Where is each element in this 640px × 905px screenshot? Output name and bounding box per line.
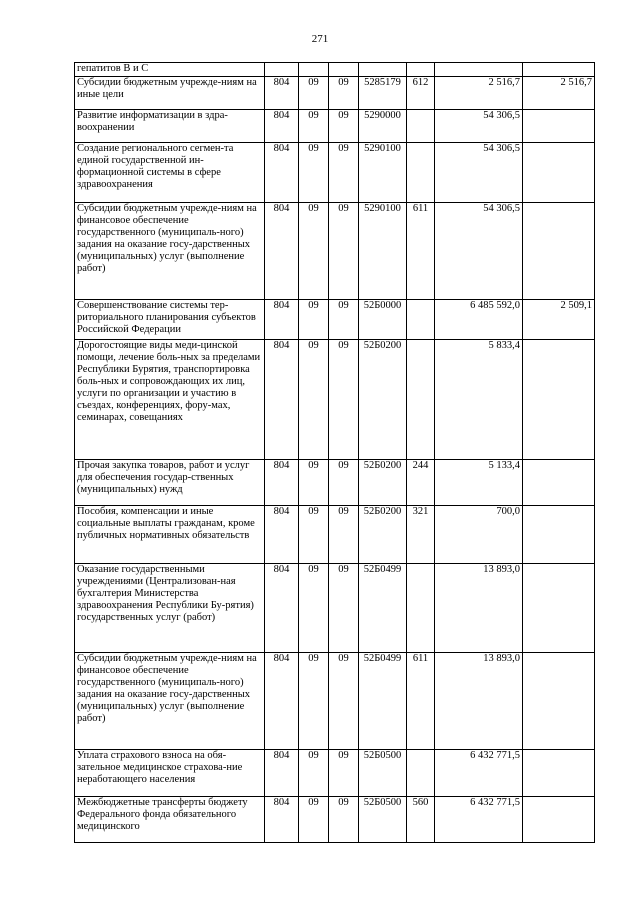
expense-type-cell: 611 (407, 203, 435, 300)
target-article-cell: 5290100 (359, 143, 407, 203)
amount-subventions-cell (523, 110, 595, 143)
grbs-code-cell: 804 (265, 77, 299, 110)
grbs-code-cell: 804 (265, 750, 299, 797)
subsection-code-cell: 09 (329, 143, 359, 203)
table-row (75, 300, 595, 340)
section-code-cell: 09 (299, 460, 329, 506)
target-article-cell: 52Б0000 (359, 300, 407, 340)
target-article-cell: 5290000 (359, 110, 407, 143)
table-row (75, 564, 595, 653)
item-name-cell: Совершенствование системы тер-риториального планирования субъектов Российской Федерации (75, 300, 265, 340)
expense-type-cell (407, 110, 435, 143)
grbs-code-cell: 804 (265, 460, 299, 506)
subsection-code-cell (329, 63, 359, 77)
amount-cell: 13 893,0 (435, 653, 523, 750)
item-name-cell: Оказание государственными учреждениями (Централизован-ная бухгалтерия Министерства здравоохранения Республики Бу-рятия) государственных услуг (работ) (75, 564, 265, 653)
amount-cell: 13 893,0 (435, 564, 523, 653)
amount-cell: 6 432 771,5 (435, 797, 523, 843)
amount-subventions-cell (523, 797, 595, 843)
subsection-code-cell: 09 (329, 77, 359, 110)
expense-type-cell: 560 (407, 797, 435, 843)
subsection-code-cell: 09 (329, 460, 359, 506)
table-row (75, 750, 595, 797)
section-code-cell: 09 (299, 750, 329, 797)
amount-subventions-cell: 2 509,1 (523, 300, 595, 340)
budget-table (74, 62, 595, 843)
amount-subventions-cell (523, 750, 595, 797)
section-code-cell: 09 (299, 77, 329, 110)
target-article-cell: 52Б0200 (359, 506, 407, 564)
item-name-cell: Развитие информатизации в здра-воохранении (75, 110, 265, 143)
item-name-cell: Пособия, компенсации и иные социальные выплаты гражданам, кроме публичных нормативных обязательств (75, 506, 265, 564)
target-article-cell: 52Б0500 (359, 797, 407, 843)
page-number: 271 (311, 33, 329, 45)
table-row (75, 110, 595, 143)
amount-cell: 6 432 771,5 (435, 750, 523, 797)
grbs-code-cell: 804 (265, 797, 299, 843)
expense-type-cell (407, 340, 435, 460)
grbs-code-cell: 804 (265, 143, 299, 203)
amount-subventions-cell (523, 143, 595, 203)
expense-type-cell: 612 (407, 77, 435, 110)
subsection-code-cell: 09 (329, 203, 359, 300)
table-row (75, 203, 595, 300)
table-row (75, 143, 595, 203)
subsection-code-cell: 09 (329, 653, 359, 750)
subsection-code-cell: 09 (329, 506, 359, 564)
section-code-cell: 09 (299, 506, 329, 564)
section-code-cell: 09 (299, 110, 329, 143)
amount-cell: 5 833,4 (435, 340, 523, 460)
grbs-code-cell: 804 (265, 564, 299, 653)
table-row (75, 460, 595, 506)
subsection-code-cell: 09 (329, 564, 359, 653)
table-row (75, 506, 595, 564)
section-code-cell: 09 (299, 340, 329, 460)
amount-subventions-cell (523, 653, 595, 750)
item-name-cell: Субсидии бюджетным учрежде-ниям на финансовое обеспечение государственного (муниципаль-ного) задания на оказание госу-дарственных (муниципальных) услуг (выполнение работ) (75, 203, 265, 300)
grbs-code-cell: 804 (265, 110, 299, 143)
item-name-cell: Уплата страхового взноса на обя-зательное медицинское страхова-ние неработающего населения (75, 750, 265, 797)
target-article-cell: 5285179 (359, 77, 407, 110)
amount-subventions-cell (523, 460, 595, 506)
item-name-cell: Прочая закупка товаров, работ и услуг для обеспечения государ-ственных (муниципальных) нужд (75, 460, 265, 506)
amount-cell: 54 306,5 (435, 110, 523, 143)
grbs-code-cell: 804 (265, 653, 299, 750)
amount-cell: 54 306,5 (435, 203, 523, 300)
section-code-cell: 09 (299, 300, 329, 340)
section-code-cell (299, 63, 329, 77)
expense-type-cell (407, 564, 435, 653)
grbs-code-cell: 804 (265, 300, 299, 340)
expense-type-cell: 321 (407, 506, 435, 564)
amount-subventions-cell (523, 564, 595, 653)
item-name-cell: Субсидии бюджетным учрежде-ниям на иные цели (75, 77, 265, 110)
expense-type-cell (407, 143, 435, 203)
amount-cell (435, 63, 523, 77)
target-article-cell: 52Б0499 (359, 653, 407, 750)
amount-cell: 54 306,5 (435, 143, 523, 203)
target-article-cell: 52Б0500 (359, 750, 407, 797)
subsection-code-cell: 09 (329, 300, 359, 340)
table-row (75, 653, 595, 750)
target-article-cell (359, 63, 407, 77)
item-name-cell: Дорогостоящие виды меди-цинской помощи, лечение боль-ных за пределами Республики Бурятия, транспортировка боль-ных и сопровождающих их лиц, услуги по организации и участию в съездах, конференциях, фору-мах, семинарах, совещаниях (75, 340, 265, 460)
grbs-code-cell: 804 (265, 203, 299, 300)
item-name-cell: гепатитов В и С (75, 63, 265, 77)
amount-subventions-cell: 2 516,7 (523, 77, 595, 110)
target-article-cell: 52Б0499 (359, 564, 407, 653)
subsection-code-cell: 09 (329, 340, 359, 460)
section-code-cell: 09 (299, 203, 329, 300)
item-name-cell: Создание регионального сегмен-та единой государственной ин-формационной системы в сфере здравоохранения (75, 143, 265, 203)
grbs-code-cell (265, 63, 299, 77)
section-code-cell: 09 (299, 564, 329, 653)
amount-cell: 6 485 592,0 (435, 300, 523, 340)
amount-subventions-cell (523, 203, 595, 300)
grbs-code-cell: 804 (265, 340, 299, 460)
amount-subventions-cell (523, 63, 595, 77)
item-name-cell: Межбюджетные трансферты бюджету Федерального фонда обязательного медицинского (75, 797, 265, 843)
table-row (75, 797, 595, 843)
amount-subventions-cell (523, 340, 595, 460)
subsection-code-cell: 09 (329, 797, 359, 843)
target-article-cell: 52Б0200 (359, 340, 407, 460)
section-code-cell: 09 (299, 653, 329, 750)
amount-cell: 2 516,7 (435, 77, 523, 110)
amount-cell: 700,0 (435, 506, 523, 564)
table-row (75, 340, 595, 460)
expense-type-cell: 611 (407, 653, 435, 750)
expense-type-cell (407, 300, 435, 340)
item-name-cell: Субсидии бюджетным учрежде-ниям на финансовое обеспечение государственного (муниципаль-ного) задания на оказание госу-дарственных (муниципальных) услуг (выполнение работ) (75, 653, 265, 750)
expense-type-cell (407, 63, 435, 77)
expense-type-cell: 244 (407, 460, 435, 506)
table-row (75, 63, 595, 77)
expense-type-cell (407, 750, 435, 797)
table-body (75, 63, 595, 843)
subsection-code-cell: 09 (329, 750, 359, 797)
table-row (75, 77, 595, 110)
section-code-cell: 09 (299, 797, 329, 843)
subsection-code-cell: 09 (329, 110, 359, 143)
target-article-cell: 52Б0200 (359, 460, 407, 506)
section-code-cell: 09 (299, 143, 329, 203)
grbs-code-cell: 804 (265, 506, 299, 564)
amount-subventions-cell (523, 506, 595, 564)
target-article-cell: 5290100 (359, 203, 407, 300)
amount-cell: 5 133,4 (435, 460, 523, 506)
